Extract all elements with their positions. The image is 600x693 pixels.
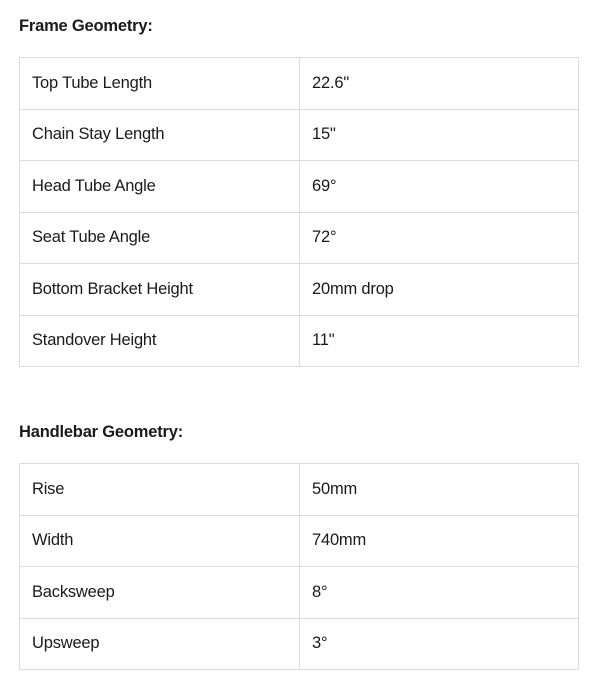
spec-value: 15" <box>300 109 579 161</box>
spec-label: Rise <box>20 464 300 516</box>
spec-value: 11" <box>300 315 579 367</box>
spec-label: Width <box>20 515 300 567</box>
spec-label: Chain Stay Length <box>20 109 300 161</box>
spec-label: Backsweep <box>20 567 300 619</box>
frame-geometry-table <box>19 57 579 367</box>
spec-label: Upsweep <box>20 618 300 670</box>
table-row <box>20 618 579 670</box>
table-row <box>20 515 579 567</box>
spec-label: Top Tube Length <box>20 58 300 110</box>
spec-value: 22.6" <box>300 58 579 110</box>
table-row <box>20 264 579 316</box>
spec-value: 3° <box>300 618 579 670</box>
spec-value: 740mm <box>300 515 579 567</box>
handlebar-geometry-heading: Handlebar Geometry: <box>19 423 183 441</box>
handlebar-geometry-table <box>19 463 579 670</box>
spec-label: Head Tube Angle <box>20 161 300 213</box>
table-row <box>20 464 579 516</box>
spec-label: Seat Tube Angle <box>20 212 300 264</box>
table-row <box>20 161 579 213</box>
table-row <box>20 212 579 264</box>
table-row <box>20 109 579 161</box>
spec-label: Bottom Bracket Height <box>20 264 300 316</box>
spec-value: 50mm <box>300 464 579 516</box>
spec-value: 72° <box>300 212 579 264</box>
spec-value: 20mm drop <box>300 264 579 316</box>
frame-geometry-heading: Frame Geometry: <box>19 17 153 35</box>
table-row <box>20 58 579 110</box>
table-row <box>20 315 579 367</box>
spec-value: 69° <box>300 161 579 213</box>
table-row <box>20 567 579 619</box>
spec-value: 8° <box>300 567 579 619</box>
spec-label: Standover Height <box>20 315 300 367</box>
